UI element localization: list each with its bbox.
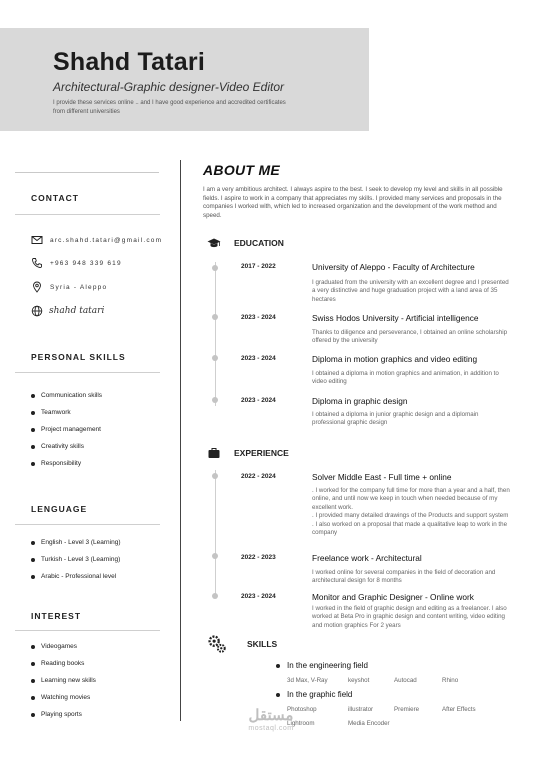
list-item: Turkish - Level 3 (Learning) [31,556,121,573]
skills-title: SKILLS [247,639,278,649]
about-title: ABOUT ME [203,162,281,178]
contact-location: Syria - Aleppo [50,283,108,291]
list-item: Responsibility [31,460,102,477]
interest-title: INTEREST [31,611,82,621]
education-title: EDUCATION [234,238,284,248]
personal-skills-divider [15,372,160,373]
skill-item: After Effects [442,706,476,713]
experience-entry-title: Monitor and Graphic Designer - Online work [312,592,474,602]
timeline-dot [212,265,218,271]
timeline-dot [212,397,218,403]
timeline-dot [212,355,218,361]
contact-location-row [31,281,107,293]
experience-entry-desc: I worked in the field of graphic design and editing as a freelancer. I also worked at Beta Pro in graphic design and content writing, video editing and motion graphics For 2 years [312,605,507,629]
education-date: 2023 - 2024 [241,397,276,404]
education-heading [207,236,284,250]
envelope-icon [31,234,43,246]
experience-entry-title: Solver Middle East - Full time + online [312,472,452,482]
column-divider [180,160,181,721]
gears-icon [207,634,227,654]
skills-engineering-label: In the engineering field [276,661,368,670]
signature: shahd tatari [49,306,105,316]
intro-text: I provide these services online .. and I have good experience and accredited certificates from different universities [53,100,286,115]
skill-item: Premiere [394,706,420,713]
list-item: Reading books [31,660,96,677]
personal-skills-list [31,392,102,477]
education-entry-title: Diploma in graphic design [312,396,408,406]
globe-icon [31,305,43,317]
language-list [31,539,121,590]
experience-date: 2022 - 2024 [241,473,276,480]
about-text: I am a very ambitious architect. I always aspire to the best. I seek to develop my level and skills in all possible fields. I aspire to work in a company that appreciates my skills. I provided many services and proposals in the companies I worked with, which led to increased organization and the development of the work method and speed. [203,186,503,219]
personal-skills-title: PERSONAL SKILLS [31,352,126,362]
phone-icon [31,257,43,269]
language-title: LENGUAGE [31,504,88,514]
education-entry-desc: Thanks to diligence and perseverance, I obtained an online scholarship offered by the university [312,329,508,345]
list-item: Videogames [31,643,96,660]
skill-item: 3d Max, V-Ray [287,677,328,684]
experience-title: EXPERIENCE [234,448,289,458]
contact-email-row[interactable] [31,234,162,246]
language-divider [15,524,160,525]
list-item: Creativity skills [31,443,102,460]
skill-item: Lightroom [287,720,315,727]
education-entry-title: Diploma in motion graphics and video editing [312,354,478,364]
list-item: Watching movies [31,694,96,711]
list-item: Playing sports [31,711,96,728]
experience-date: 2023 - 2024 [241,593,276,600]
contact-title: CONTACT [31,193,79,203]
list-item: Teamwork [31,409,102,426]
contact-divider [15,214,160,215]
contact-phone-row[interactable] [31,257,122,269]
skill-item: illustrator [348,706,374,713]
education-entry-desc: I graduated from the university with an excellent degree and I presented a very distinctive and huge graduation project with a land area of 35 hectares [312,279,509,303]
list-item: Learning new skills [31,677,96,694]
timeline-dot [212,473,218,479]
skill-item: Rhino [442,677,459,684]
education-timeline-line [215,262,216,406]
person-name: Shahd Tatari [53,48,205,76]
skill-item: Photoshop [287,706,317,713]
education-date: 2017 - 2022 [241,263,276,270]
graduation-cap-icon [207,236,221,250]
skill-item: keyshot [348,677,370,684]
interest-list [31,643,96,728]
experience-entry-desc: I worked online for several companies in the field of decoration and architectural design for 8 months [312,569,496,585]
education-entry-title: Swiss Hodos University - Artificial intelligence [312,313,479,323]
experience-entry-title: Freelance work - Architectural [312,553,422,563]
timeline-dot [212,553,218,559]
education-date: 2023 - 2024 [241,314,276,321]
skills-graphic-label: In the graphic field [276,690,352,699]
experience-entry-desc: . I worked for the company full time for more than a year and a half, then online, and until now we keep in touch when needed because of my excellent work. . I provided many detailed drawings of the Products and support system . I also worked on a proposal that made a qualitative leap to work in the company [312,487,510,537]
education-date: 2023 - 2024 [241,355,276,362]
location-pin-icon [31,281,43,293]
skills-heading [207,634,277,654]
watermark-url: mostaql.com [248,725,294,732]
experience-heading [207,446,289,460]
briefcase-icon [207,446,221,460]
sidebar-top-line [15,172,159,173]
timeline-dot [212,593,218,599]
list-item: Project management [31,426,102,443]
education-entry-desc: I obtained a diploma in motion graphics and animation, in addition to video editing [312,370,499,386]
experience-timeline-line [215,470,216,598]
education-entry-title: University of Aleppo - Faculty of Architecture [312,262,475,272]
list-item: Communication skills [31,392,102,409]
contact-phone: +963 948 339 619 [50,259,122,267]
list-item: English - Level 3 (Learning) [31,539,121,556]
education-entry-desc: I obtained a diploma in junior graphic design and a diplomain professional graphic design [312,411,479,427]
skill-item: Autocad [394,677,417,684]
contact-web-row[interactable] [31,305,104,317]
person-role: Architectural-Graphic designer-Video Editor [53,80,285,94]
experience-date: 2022 - 2023 [241,554,276,561]
watermark [236,707,306,732]
watermark-logo: مستقل [248,707,294,724]
contact-email: arc.shahd.tatari@gmail.com [50,236,163,244]
skill-item: Media Encoder [348,720,390,727]
timeline-dot [212,314,218,320]
interest-divider [15,630,160,631]
list-item: Arabic - Professional level [31,573,121,590]
